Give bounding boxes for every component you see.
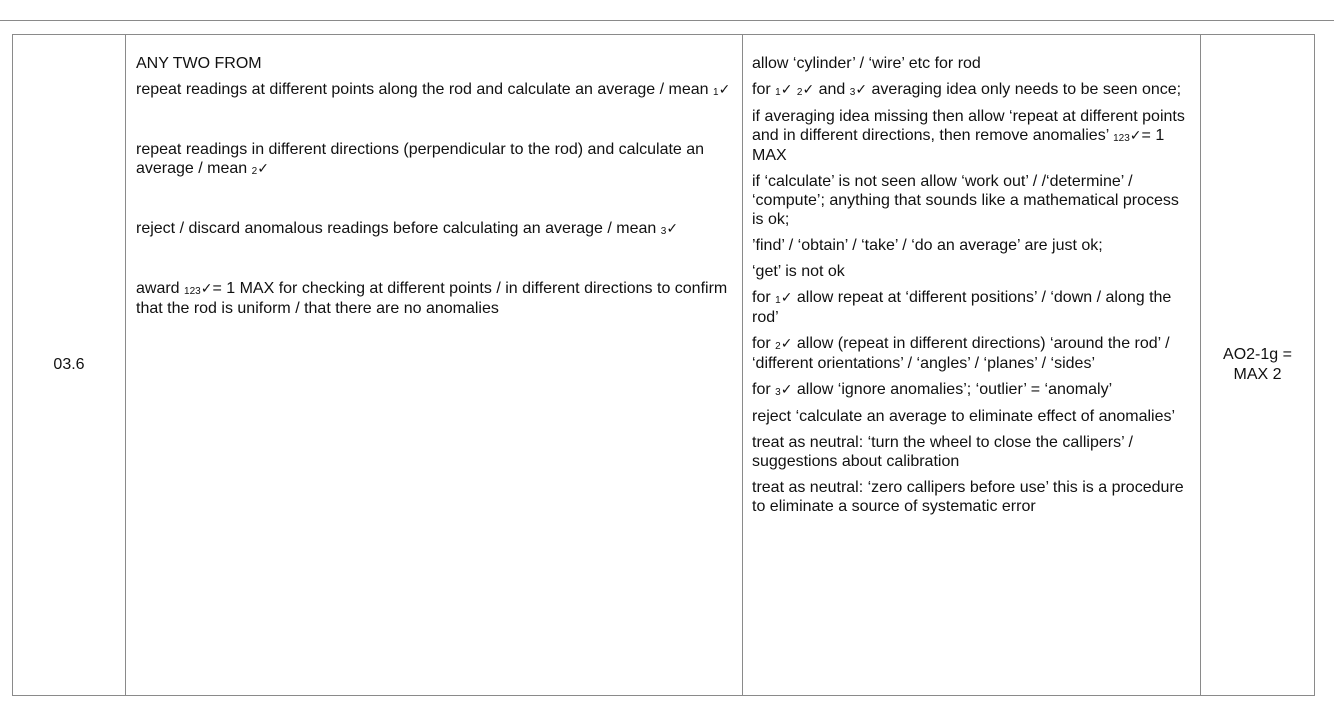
guidance-line: allow ‘cylinder’ / ‘wire’ etc for rod [752,55,981,72]
top-divider [0,20,1334,21]
answers-cell [126,35,743,696]
mark-tag: 3 [849,87,856,98]
tick-icon: ✓ [802,82,815,98]
marks-cell [1201,35,1315,696]
mark-tag: 1 [775,295,781,306]
extra-information-cell [743,35,1201,696]
guidance-line: if ‘calculate’ is not seen allow ‘work out’ / /‘determine’ / ‘compute’; anything that sounds like a mathematical process is ok; [752,173,1179,228]
tick-icon: ✓ [780,336,793,352]
tick-icon: ✓ [855,82,868,98]
mark-tag: 2 [796,87,803,98]
marks-allocation: AO2-1g = [1223,346,1292,363]
tick-icon: ✓ [780,82,793,98]
tick-icon: ✓ [666,221,679,237]
question-number-cell [13,35,126,696]
mark-tag: 123 [184,286,201,297]
guidance-line: for $_3$✓ allow ‘ignore anomalies’; ‘outlier’ = ‘anomaly’ [752,381,1113,398]
answer-point-2: repeat readings in different directions (perpendicular to the rod) and calculate an average / mean $_2$✓ [136,141,705,177]
answer-point-3: reject / discard anomalous readings before calculating an average / mean $_3$✓ [136,220,679,237]
tick-icon: ✓ [780,290,793,306]
mark-scheme-table [12,34,1315,696]
marks-max: MAX 2 [1233,366,1282,383]
mark-tag: 3 [775,387,781,398]
answer-point-4: award $_{123}$✓= 1 MAX for checking at different points / in different directions to confirm that the rod is uniform / that there are no anomalies [136,280,728,317]
answers-heading: ANY TWO FROM [136,55,262,72]
guidance-line: if averaging idea missing then allow ‘repeat at different points and in different directions, then remove anomalies’ $_{123}$✓= 1 MAX [752,108,1185,164]
mark-tag: 2 [775,341,781,352]
guidance-line: ‘get’ is not ok [752,263,845,280]
guidance-line: treat as neutral: ‘zero callipers before use’ this is a procedure to eliminate a source of systematic error [752,479,1184,515]
question-number: 03.6 [53,356,85,373]
mark-tag: 123 [1113,133,1130,144]
mark-tag: 3 [660,226,667,237]
mark-tag: 2 [251,166,258,177]
tick-icon: ✓ [257,161,269,177]
guidance-line: ’find’ / ‘obtain’ / ‘take’ / ‘do an average’ are just ok; [752,237,1103,254]
tick-icon: ✓ [780,382,793,398]
tick-icon: ✓ [718,82,731,98]
guidance-line: treat as neutral: ‘turn the wheel to close the callipers’ / suggestions about calibration [752,434,1133,470]
mark-tag: 1 [713,87,719,98]
guidance-line: for $_1$✓ $_2$✓ and $_3$✓ averaging idea only needs to be seen once; [752,81,1182,98]
tick-icon: ✓ [1129,128,1142,144]
guidance-line: for $_2$✓ allow (repeat in different directions) ‘around the rod’ / ‘different orientations’ / ‘angles’ / ‘planes’ / ‘sides’ [752,335,1170,372]
table-row [13,35,1315,696]
tick-icon: ✓ [200,281,213,297]
guidance-line: for $_1$✓ allow repeat at ‘different positions’ / ‘down / along the rod’ [752,289,1172,326]
mark-tag: 1 [775,87,781,98]
answer-point-1: repeat readings at different points along the rod and calculate an average / mean $_1$✓ [136,81,731,98]
guidance-line: reject ‘calculate an average to eliminate effect of anomalies’ [752,408,1176,425]
